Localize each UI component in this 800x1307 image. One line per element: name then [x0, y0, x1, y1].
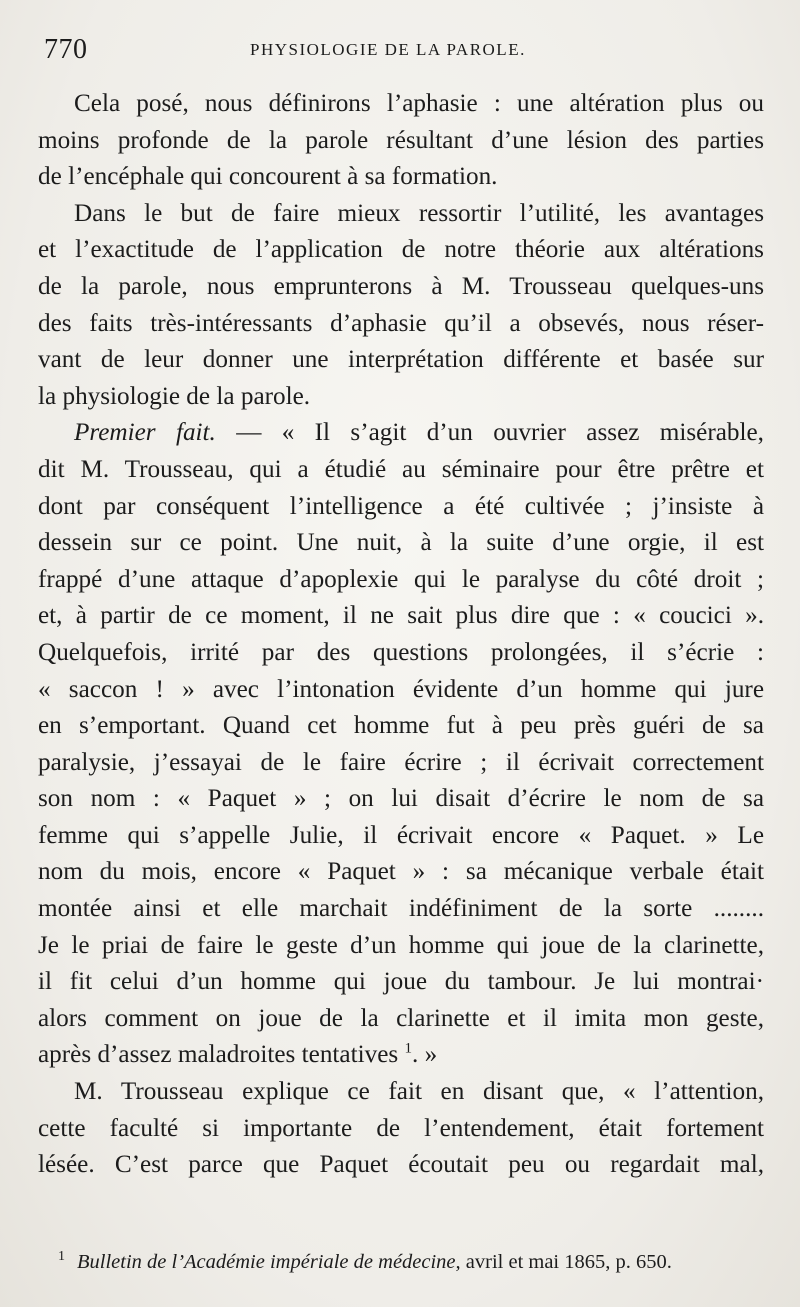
- text-line: Cela posé, nous définirons l’aphasie : une altération plus ou: [74, 90, 764, 117]
- text-line: dit M. Trousseau, qui a étudié au séminaire pour être prêtre et: [38, 455, 764, 483]
- footnote-details: avril et mai 1865, p. 650.: [460, 1250, 672, 1273]
- text-line: alors comment on joue de la clarinette et il imita mon geste,: [38, 1004, 764, 1032]
- text-line: de la parole, nous emprunterons à M. Trousseau quelques-uns: [38, 272, 764, 300]
- page-header: [38, 34, 768, 68]
- footnote-reference[interactable]: 1: [404, 1041, 412, 1058]
- text-line: son nom : « Paquet » ; on lui disait d’écrire le nom de sa: [38, 785, 764, 813]
- text-line: dont par conséquent l’intelligence a été cultivée ; j’insiste à: [38, 492, 764, 520]
- text-span: . »: [411, 1041, 438, 1069]
- text-line: femme qui s’appelle Julie, il écrivait encore « Paquet. » Le: [38, 821, 764, 849]
- text-span: après d’assez maladroites tentatives: [38, 1041, 399, 1069]
- text-span: — « Il s’agit d’un ouvrier assez misérable,: [215, 419, 764, 447]
- footnote-source: Bulletin de l’Académie impériale de médecine,: [77, 1250, 461, 1273]
- text-line: Quelquefois, irrité par des questions prolongées, il s’écrie :: [38, 638, 764, 666]
- footnote-mark: 1: [58, 1249, 65, 1264]
- text-line: « saccon ! » avec l’intonation évidente d’un homme qui jure: [38, 675, 764, 703]
- text-line: et, à partir de ce moment, il ne sait plus dire que : « coucici ».: [38, 602, 764, 630]
- text-line: [38, 415, 764, 452]
- text-line: il fit celui d’un homme qui joue du tambour. Je lui montrai·: [38, 968, 764, 996]
- text-line: de l’encéphale qui concourent à sa formation.: [38, 163, 498, 191]
- text-line: paralysie, j’essayai de le faire écrire ; il écrivait correctement: [38, 748, 764, 776]
- text-line: [38, 1037, 764, 1074]
- text-line: frappé d’une attaque d’apoplexie qui le paralyse du côté droit ;: [38, 565, 764, 593]
- text-line: en s’emportant. Quand cet homme fut à peu près guéri de sa: [38, 712, 764, 740]
- text-line: des faits très-intéressants d’aphasie qu’il a obsevés, nous réser-: [38, 309, 764, 337]
- text-line: nom du mois, encore « Paquet » : sa mécanique verbale était: [38, 858, 764, 886]
- text-line: Dans le but de faire mieux ressortir l’utilité, les avantages: [74, 199, 764, 227]
- text-line: lésée. C’est parce que Paquet écoutait peu ou regardait mal,: [38, 1151, 764, 1179]
- body-text: [38, 86, 764, 1184]
- running-head: PHYSIOLOGIE DE LA PAROLE.: [250, 40, 526, 59]
- text-line: vant de leur donner une interprétation différente et basée sur: [38, 346, 764, 374]
- text-line: Je le priai de faire le geste d’un homme qui joue de la clarinette,: [38, 931, 764, 959]
- page-number: 770: [44, 34, 88, 65]
- text-line: M. Trousseau explique ce fait en disant que, « l’attention,: [74, 1078, 764, 1106]
- text-line: moins profonde de la parole résultant d’une lésion des parties: [38, 126, 764, 154]
- text-line: et l’exactitude de l’application de notre théorie aux altérations: [38, 236, 764, 264]
- text-line: dessein sur ce point. Une nuit, à la suite d’une orgie, il est: [38, 529, 764, 557]
- text-line: cette faculté si importante de l’entendement, était fortement: [38, 1114, 764, 1142]
- text-line: la physiologie de la parole.: [38, 382, 311, 410]
- footnote: [58, 1244, 764, 1275]
- text-line: montée ainsi et elle marchait indéfiniment de la sorte ........: [38, 895, 764, 923]
- section-label: Premier fait.: [74, 419, 216, 447]
